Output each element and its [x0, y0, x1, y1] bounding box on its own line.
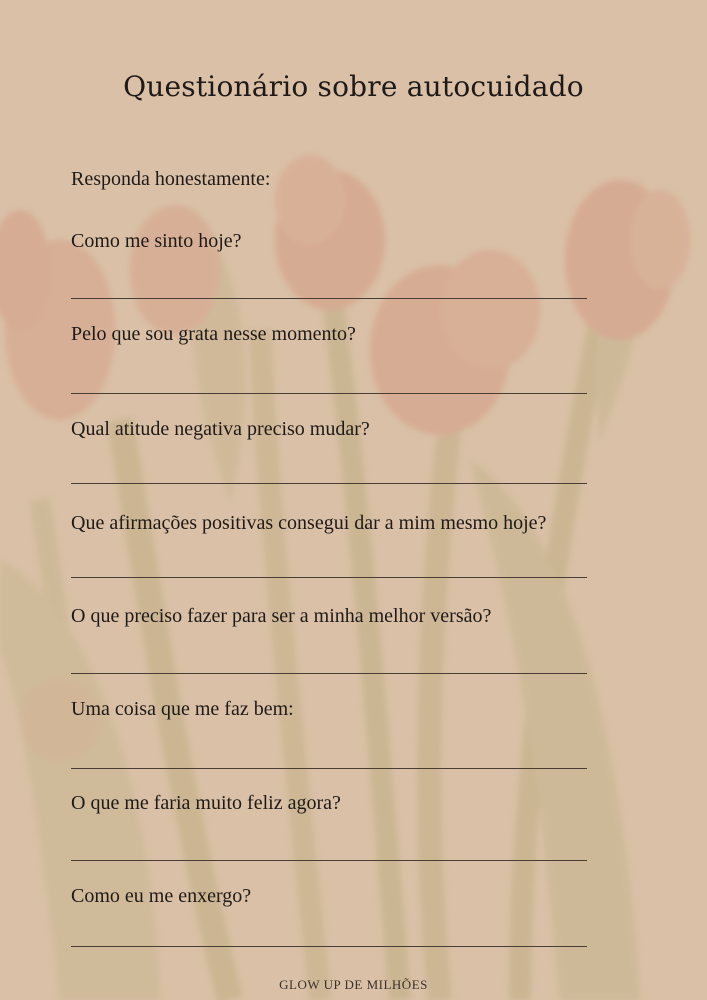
question-4: Que afirmações positivas consegui dar a mim mesmo hoje?: [71, 512, 547, 534]
answer-line-5: [71, 673, 587, 674]
footer-brand: GLOW UP DE MILHÕES: [279, 977, 428, 992]
question-6: Uma coisa que me faz bem:: [71, 698, 294, 720]
question-1: Como me sinto hoje?: [71, 230, 242, 252]
intro-text: Responda honestamente:: [71, 168, 271, 190]
answer-line-1: [71, 298, 587, 299]
question-3: Qual atitude negativa preciso mudar?: [71, 418, 370, 440]
answer-line-8: [71, 946, 587, 947]
answer-line-3: [71, 483, 587, 484]
answer-line-4: [71, 577, 587, 578]
question-7: O que me faria muito feliz agora?: [71, 792, 341, 814]
answer-line-2: [71, 393, 587, 394]
question-5: O que preciso fazer para ser a minha melhor versão?: [71, 605, 492, 627]
answer-line-6: [71, 768, 587, 769]
page-title: Questionário sobre autocuidado: [123, 70, 584, 103]
answer-line-7: [71, 860, 587, 861]
question-8: Como eu me enxergo?: [71, 885, 252, 907]
question-2: Pelo que sou grata nesse momento?: [71, 323, 356, 345]
